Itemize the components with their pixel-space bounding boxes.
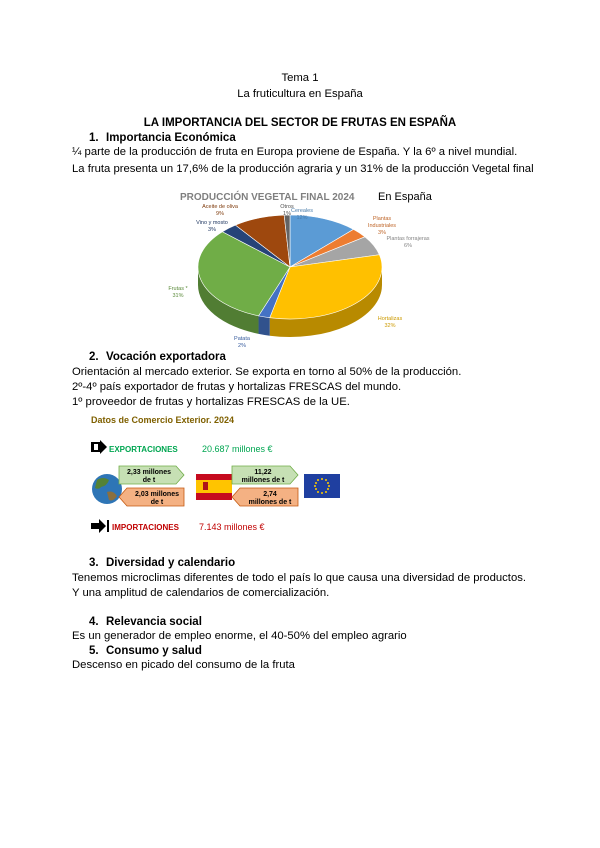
imports-value: 7.143 millones € [199,522,265,532]
section-2-line-1: Orientación al mercado exterior. Se exporta en torno al 50% de la producción. [72,366,462,378]
pie-label-patata [234,336,251,349]
svg-text:Vino y mosto: Vino y mosto [196,220,228,226]
svg-text:12%: 12% [296,215,308,221]
imports-label: IMPORTACIONES [112,523,179,532]
section-3-line-1: Tenemos microclimas diferentes de todo el país lo que causa una diversidad de productos. [72,572,527,584]
svg-text:Otros: Otros [280,204,294,210]
section-2-heading [89,351,226,363]
section-3-heading [89,557,235,569]
svg-text:31%: 31% [172,293,184,299]
pie-label-hortalizas [378,316,403,329]
svg-text:Patata: Patata [234,336,250,342]
section-number: 2. [89,351,99,363]
pie-label-plantas-industriales [368,216,396,236]
globe-icon [92,474,122,504]
svg-text:3%: 3% [208,227,216,233]
pie-side-patata [259,316,270,336]
svg-text:Industriales: Industriales [367,223,397,229]
section-number: 3. [89,557,99,569]
exports-value: 20.687 millones € [202,444,273,454]
svg-text:1%: 1% [283,211,291,217]
section-4-line-1: Es un generador de empleo enorme, el 40-50% del empleo agrario [72,630,407,642]
section-5-line-1: Descenso en picado del consumo de la fruta [72,659,295,671]
svg-text:9%: 9% [216,211,224,217]
eu-flag-icon [304,474,340,498]
section-title: Diversidad y calendario [106,557,236,569]
section-number: 5. [89,645,99,657]
section-title: Relevancia social [106,616,202,628]
svg-text:Plantas: Plantas [372,216,392,222]
section-1-heading [89,132,236,144]
world-import-line-1: 2,03 millones [135,491,179,498]
section-1-line-2: La fruta presenta un 17,6% de la producción agraria y un 31% de la producción Vegetal final [72,163,534,175]
tema-heading: Tema 1 [281,72,319,84]
svg-text:Plantas forrajeras: Plantas forrajeras [386,236,430,242]
export-arrow-icon [91,440,107,454]
svg-text:3%: 3% [378,230,386,236]
section-4-heading [89,616,202,628]
section-number: 4. [89,616,99,628]
eu-export-line-1: 11,22 [254,469,272,476]
pie-chart [150,182,450,352]
pie-label-plantas-forrajeras [386,236,429,249]
section-title: Consumo y salud [106,645,202,657]
spain-flag-icon [196,474,232,500]
section-2-line-3: 1º proveedor de frutas y hortalizas FRESCAS de la UE. [72,396,350,408]
world-export-line-2: de t [142,477,156,484]
section-title: Vocación exportadora [106,351,226,363]
svg-text:6%: 6% [404,243,412,249]
pie-label-frutas- [168,286,188,299]
eu-import-line-2: millones de t [248,499,292,506]
section-2-line-2: 2º-4º país exportador de frutas y hortalizas FRESCAS del mundo. [72,381,402,393]
section-5-heading [89,645,202,657]
main-title: LA IMPORTANCIA DEL SECTOR DE FRUTAS EN ESPAÑA [143,117,457,129]
section-number: 1. [89,132,99,144]
svg-text:Hortalizas: Hortalizas [377,316,403,322]
world-export-line-1: 2,33 millones [127,469,171,476]
section-title: Importancia Económica [106,132,236,144]
chart-title: PRODUCCIÓN VEGETAL FINAL 2024 [180,192,355,203]
svg-text:32%: 32% [384,323,396,329]
exports-label: EXPORTACIONES [109,445,178,454]
section-3-line-2: Y una amplitud de calendarios de comercialización. [72,587,330,599]
pie-label-aceite-de-oliva [202,204,239,217]
eu-import-line-1: 2,74 [263,491,277,498]
svg-text:Frutas *: Frutas * [168,286,188,292]
svg-text:Cereales: Cereales [290,208,314,214]
document-subtitle: La fruticultura en España [237,88,363,100]
eu-export-line-2: millones de t [241,477,285,484]
trade-title: Datos de Comercio Exterior. 2024 [91,415,235,425]
svg-text:Aceite de oliva: Aceite de oliva [202,204,238,210]
section-1-line-1: ¼ parte de la producción de fruta en Europa proviene de España. Y la 6º a nivel mundial. [72,146,518,158]
world-import-line-2: de t [150,499,164,506]
trade-infographic [85,410,355,542]
import-arrow-icon [91,519,109,533]
svg-text:2%: 2% [238,343,246,349]
chart-title-suffix: En España [378,191,432,203]
